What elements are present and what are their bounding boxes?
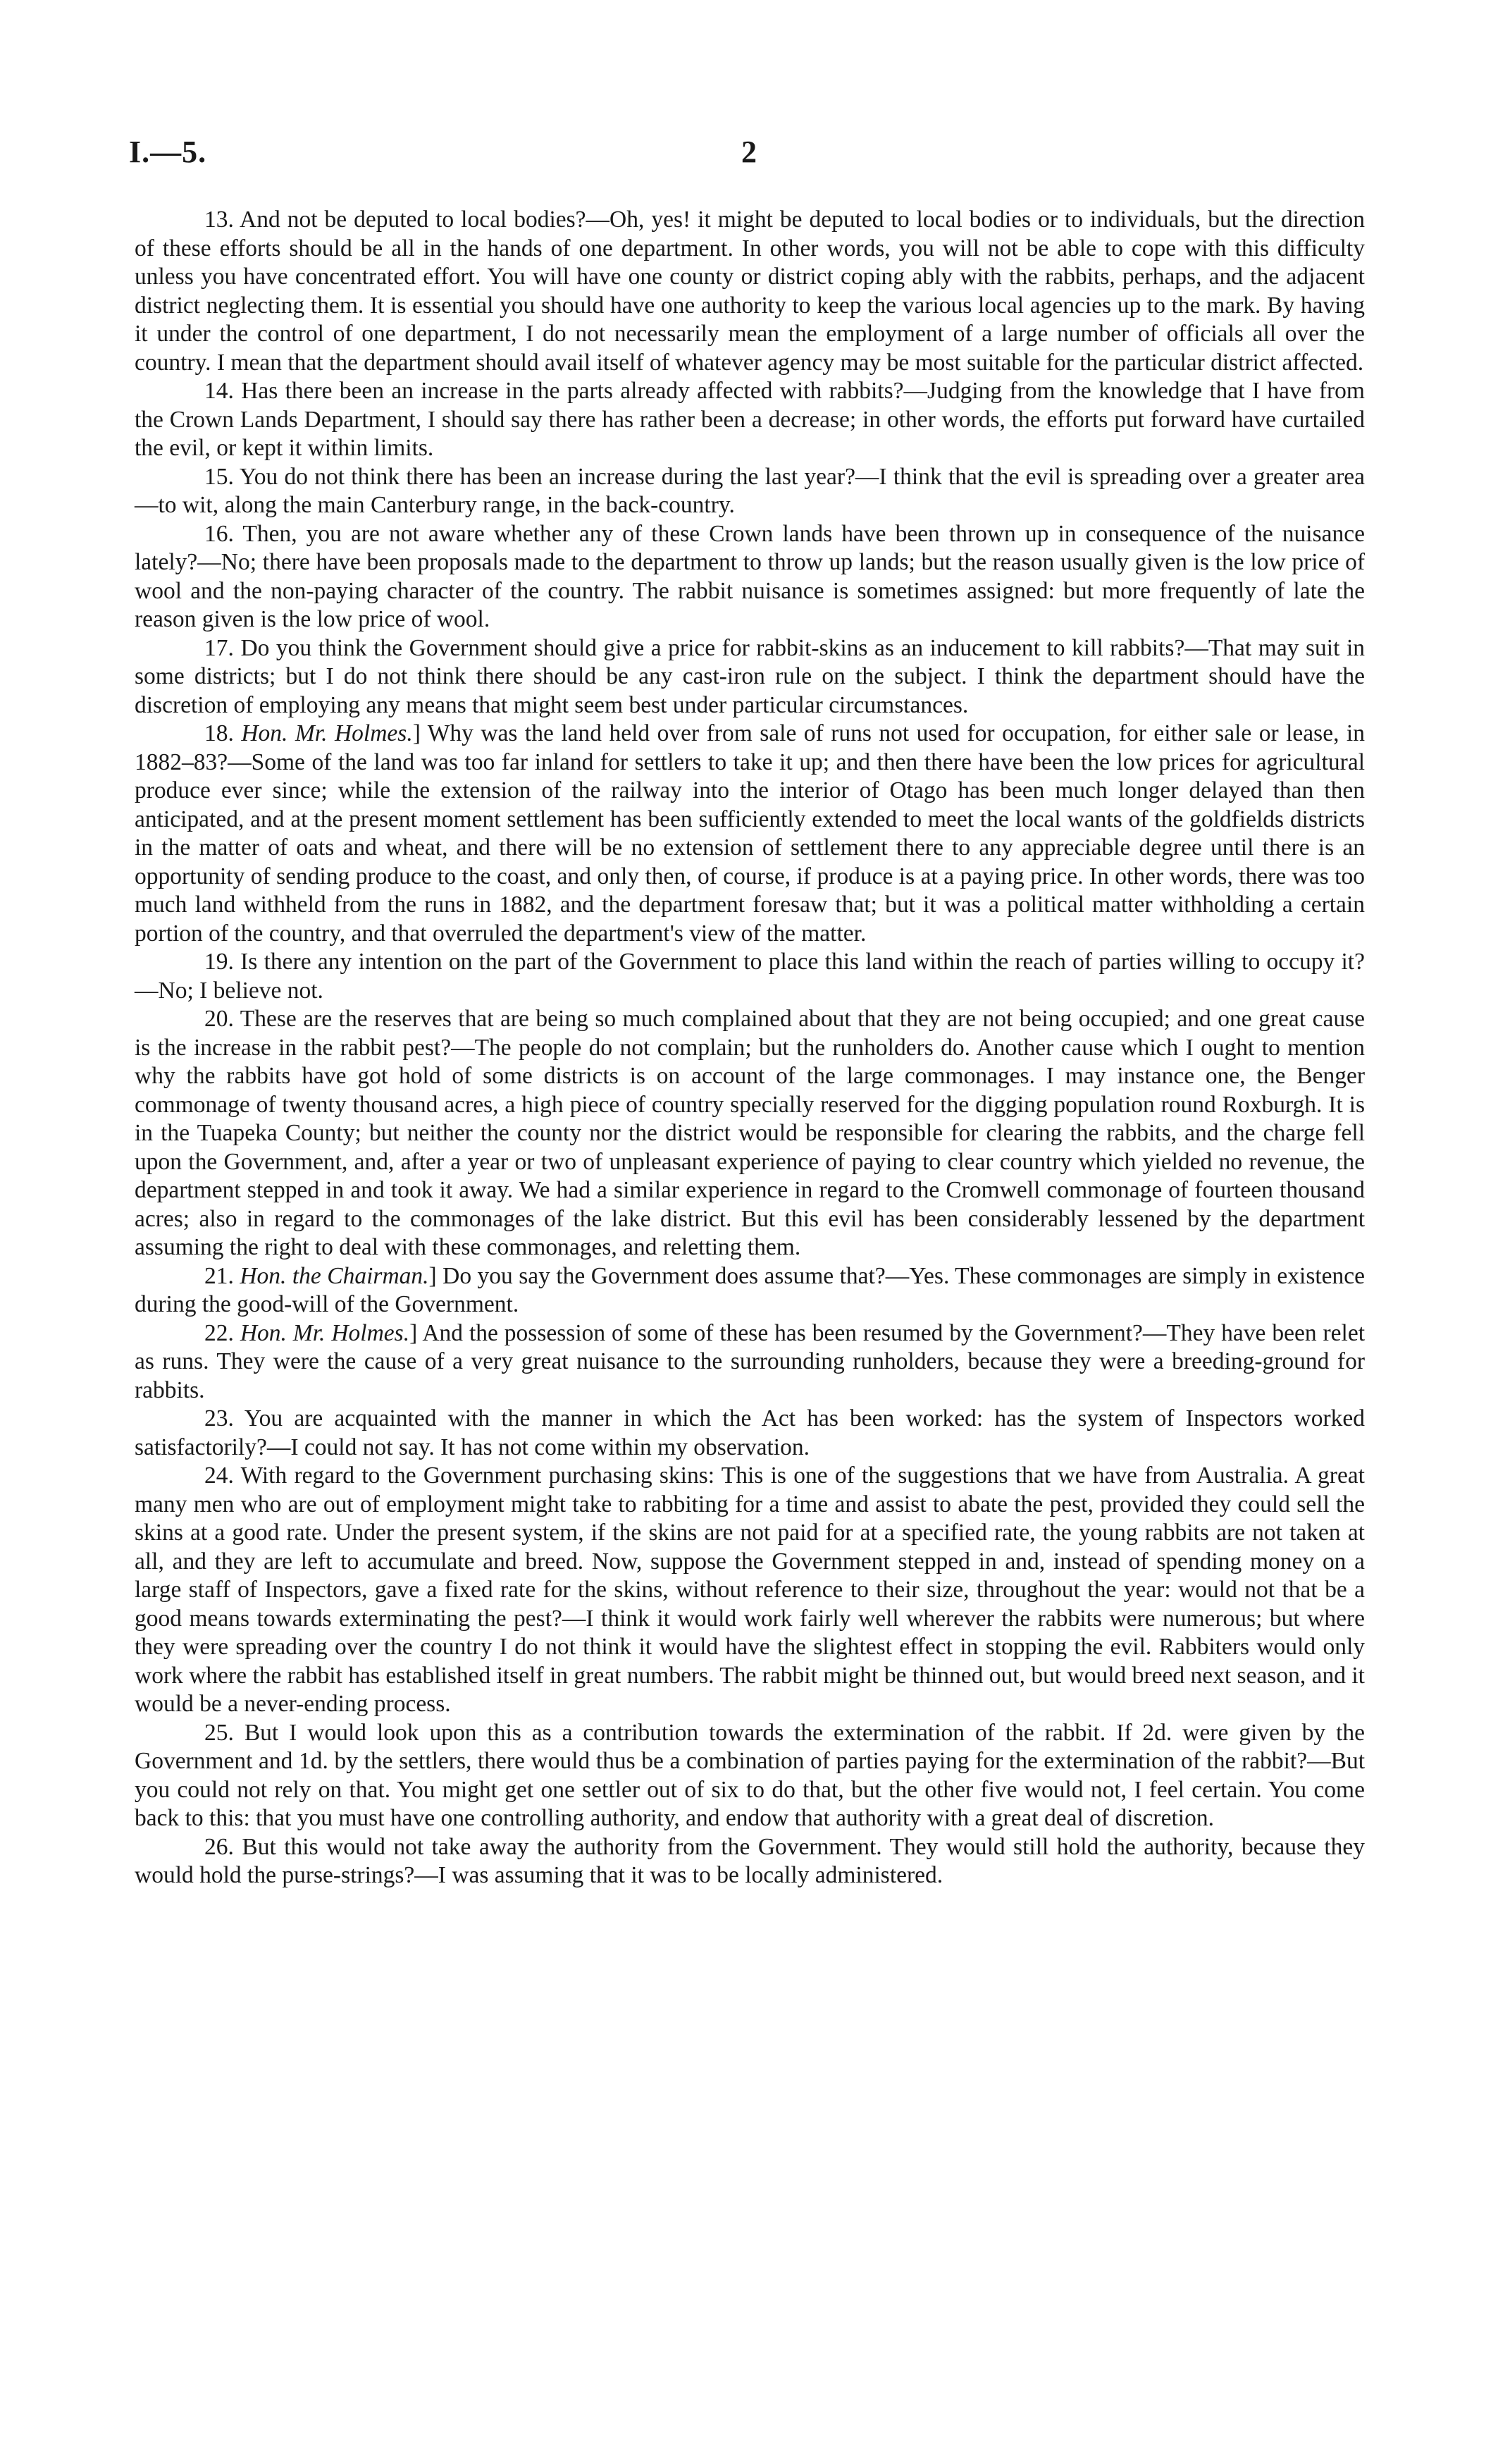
paragraph-14: [135, 377, 1365, 463]
paragraph-text: But I would look upon this as a contribution towards the extermination of the rabbit. If 2d. were given by the Government and 1d. by the settlers, there would thus be a combination of parties paying for the extermination of the rabbit?—But you could not rely on that. You might get one settler out of six to do that, but the other five would not, I feel certain. You come back to this: that you must have one controlling authority, and endow that authority with a great deal of discretion.: [135, 1719, 1366, 1831]
paragraph-text: Then, you are not aware whether any of these Crown lands have been thrown up in consequence of the nuisance lately?—No; there have been proposals made to the department to throw up lands; but the reason usually given is the low price of wool and the non-paying character of the country. The rabbit nuisance is sometimes assigned: but more frequently of late the reason given is the low price of wool.: [135, 520, 1365, 632]
paragraph-number: 20.: [204, 1006, 234, 1032]
paragraph-text: And not be deputed to local bodies?—Oh, yes! it might be deputed to local bodies or to individuals, but the direction of these efforts should be all in the hands of one department. In other words, you will not be able to cope with this difficulty unless you have concentrated effort. You will have one county or district coping ably with the rabbits, perhaps, and the adjacent district neglecting them. It is essential you should have one authority to keep the various local agencies up to the mark. By having it under the control of one department, I do not necessarily mean the employment of a large number of officials all over the country. I mean that the department should avail itself of whatever agency may be most suitable for the particular district affected.: [135, 207, 1365, 376]
paragraph-number: 23.: [204, 1405, 234, 1431]
page-header: [129, 134, 1369, 176]
evidence-body: [135, 206, 1365, 1890]
paragraph-text: Has there been an increase in the parts already affected with rabbits?—Judging from the knowledge that I have from the Crown Lands Department, I should say there has rather been a decrease; in other words, the efforts put forward have curtailed the evil, or kept it within limits.: [135, 378, 1365, 461]
speaker-name: Hon. the Chairman.: [240, 1262, 429, 1289]
paragraph-number: 24.: [204, 1462, 234, 1489]
paragraph-22: 22. Hon. Mr. Holmes.] And the possession of some of these has been resumed by the Government?—They have been relet as runs. They were the cause of a very great nuisance to the surrounding runholders, because they were a breeding-ground for rabbits.: [135, 1319, 1366, 1403]
paragraph-number: 22.: [204, 1319, 234, 1346]
paragraph-16: [135, 520, 1365, 634]
paragraph-26: [135, 1833, 1365, 1890]
paragraph-21: 21. Hon. the Chairman.] Do you say the Government does assume that?—Yes. These commonages are simply in existence during the good-will of the Government.: [135, 1262, 1366, 1317]
paragraph-text: Do you think the Government should give a price for rabbit-skins as an inducement to kill rabbits?—That may suit in some districts; but I do not think there should be any cast-iron rule on the subject. I think the department should have the discretion of employing any means that might seem best under particular circumstances.: [135, 634, 1366, 718]
page-number: 2: [741, 135, 757, 169]
paragraph-number: 21.: [204, 1262, 234, 1289]
paragraph-text: With regard to the Government purchasing skins: This is one of the suggestions that we have from Australia. A great many men who are out of employment might take to rabbiting for a time and assist to abate the pest, provided they could sell the skins at a good rate. Under the present system, if the skins are not paid for at a specified rate, the young rabbits are not taken at all, and they are left to accumulate and breed. Now, suppose the Government stepped in and, instead of spending money on a large staff of Inspectors, gave a fixed rate for the skins, without reference to their size, throughout the year: would not that be a good means towards exterminating the pest?—I think it would work fairly well wherever the rabbits were numerous; but where they were spreading over the country I do not think it would have the slightest effect in stopping the evil. Rabbiters would only work where the rabbit has established itself in great numbers. The rabbit might be thinned out, but would breed next season, and it would be a never-ending process.: [135, 1462, 1365, 1717]
paragraph-number: 16.: [204, 520, 234, 547]
paragraph-13: [135, 206, 1365, 377]
paragraph-number: 26.: [204, 1833, 234, 1860]
paragraph-25: [135, 1719, 1365, 1833]
paragraph-text: And the possession of some of these has been resumed by the Government?—They have been relet as runs. They were the cause of a very great nuisance to the surrounding runholders, because they were a breeding-ground for rabbits.: [135, 1319, 1366, 1403]
paragraph-text: You do not think there has been an increase during the last year?—I think that the evil is spreading over a greater area—to wit, along the main Canterbury range, in the back-country.: [135, 463, 1365, 518]
speaker-name: Hon. Mr. Holmes.: [241, 720, 413, 746]
paragraph-text: You are acquainted with the manner in which the Act has been worked: has the system of Inspectors worked satisfactorily?—I could not say. It has not come within my observation.: [135, 1405, 1365, 1460]
document-reference: I.—5.: [129, 135, 207, 169]
paragraph-23: [135, 1405, 1365, 1462]
paragraph-19: [135, 948, 1365, 1005]
paragraph-number: 13.: [204, 207, 234, 233]
paragraph-text: These are the reserves that are being so much complained about that they are not being occupied; and one great cause is the increase in the rabbit pest?—The people do not complain; but the runholders do. Another cause which I ought to mention why the rabbits have got hold of some districts is on account of the large commonages. I may instance one, the Benger commonage of twenty thousand acres, a high piece of country specially reserved for the digging population round Roxburgh. It is in the Tuapeka County; but neither the county nor the district would be responsible for clearing the rabbits, and the charge fell upon the Government, and, after a year or two of unpleasant experience of paying to clear country which yielded no revenue, the department stepped in and took it away. We had a similar experience in regard to the Cromwell commonage of fourteen thousand acres; also in regard to the commonages of the lake district. But this evil has been considerably lessened by the department assuming the right to deal with these commonages, and reletting them.: [135, 1006, 1365, 1260]
paragraph-number: 17.: [204, 634, 234, 661]
paragraph-18: 18. Hon. Mr. Holmes.] Why was the land held over from sale of runs not used for occupation, for either sale or lease, in 1882–83?—Some of the land was too far inland for settlers to take it up; and then there have been the low prices for agricultural produce ever since; while the extension of the railway into the interior of Otago has been much longer delayed than then anticipated, and at the present moment settlement has been sufficiently extended to meet the local wants of the goldfields districts in the matter of oats and wheat, and there will be no extension of settlement there to any appreciable degree until there is an opportunity of sending produce to the coast, and only then, of course, if produce is at a paying price. In other words, there was too much land withheld from the runs in 1882, and the department foresaw that; but it was a political matter withholding a certain portion of the country, and that overruled the department's view of the matter.: [135, 720, 1365, 947]
paragraph-text: Is there any intention on the part of the Government to place this land within the reach of parties willing to occupy it?—No; I believe not.: [135, 949, 1365, 1004]
paragraph-number: 18.: [204, 720, 234, 746]
paragraph-20: [135, 1005, 1365, 1262]
speaker-name: Hon. Mr. Holmes.: [240, 1319, 410, 1346]
paragraph-text: Why was the land held over from sale of runs not used for occupation, for either sale or lease, in 1882–83?—Some of the land was too far inland for settlers to take it up; and then there have been the low prices for agricultural produce ever since; while the extension of the railway into the interior of Otago has been much longer delayed than then anticipated, and at the present moment settlement has been sufficiently extended to meet the local wants of the goldfields districts in the matter of oats and wheat, and there will be no extension of settlement there to any appreciable degree until there is an opportunity of sending produce to the coast, and only then, of course, if produce is at a paying price. In other words, there was too much land withheld from the runs in 1882, and the department foresaw that; but it was a political matter withholding a certain portion of the country, and that overruled the department's view of the matter.: [135, 720, 1365, 947]
paragraph-15: [135, 463, 1365, 520]
paragraph-24: [135, 1462, 1365, 1719]
paragraph-number: 14.: [204, 378, 234, 404]
paragraph-number: 15.: [204, 463, 234, 490]
paragraph-text: Do you say the Government does assume that?—Yes. These commonages are simply in existence during the good-will of the Government.: [135, 1262, 1366, 1317]
paragraph-17: [135, 634, 1365, 720]
paragraph-number: 19.: [204, 949, 234, 975]
paragraph-text: But this would not take away the authority from the Government. They would still hold the authority, because they would hold the purse-strings?—I was assuming that it was to be locally administered.: [135, 1833, 1365, 1888]
paragraph-number: 25.: [204, 1719, 234, 1746]
